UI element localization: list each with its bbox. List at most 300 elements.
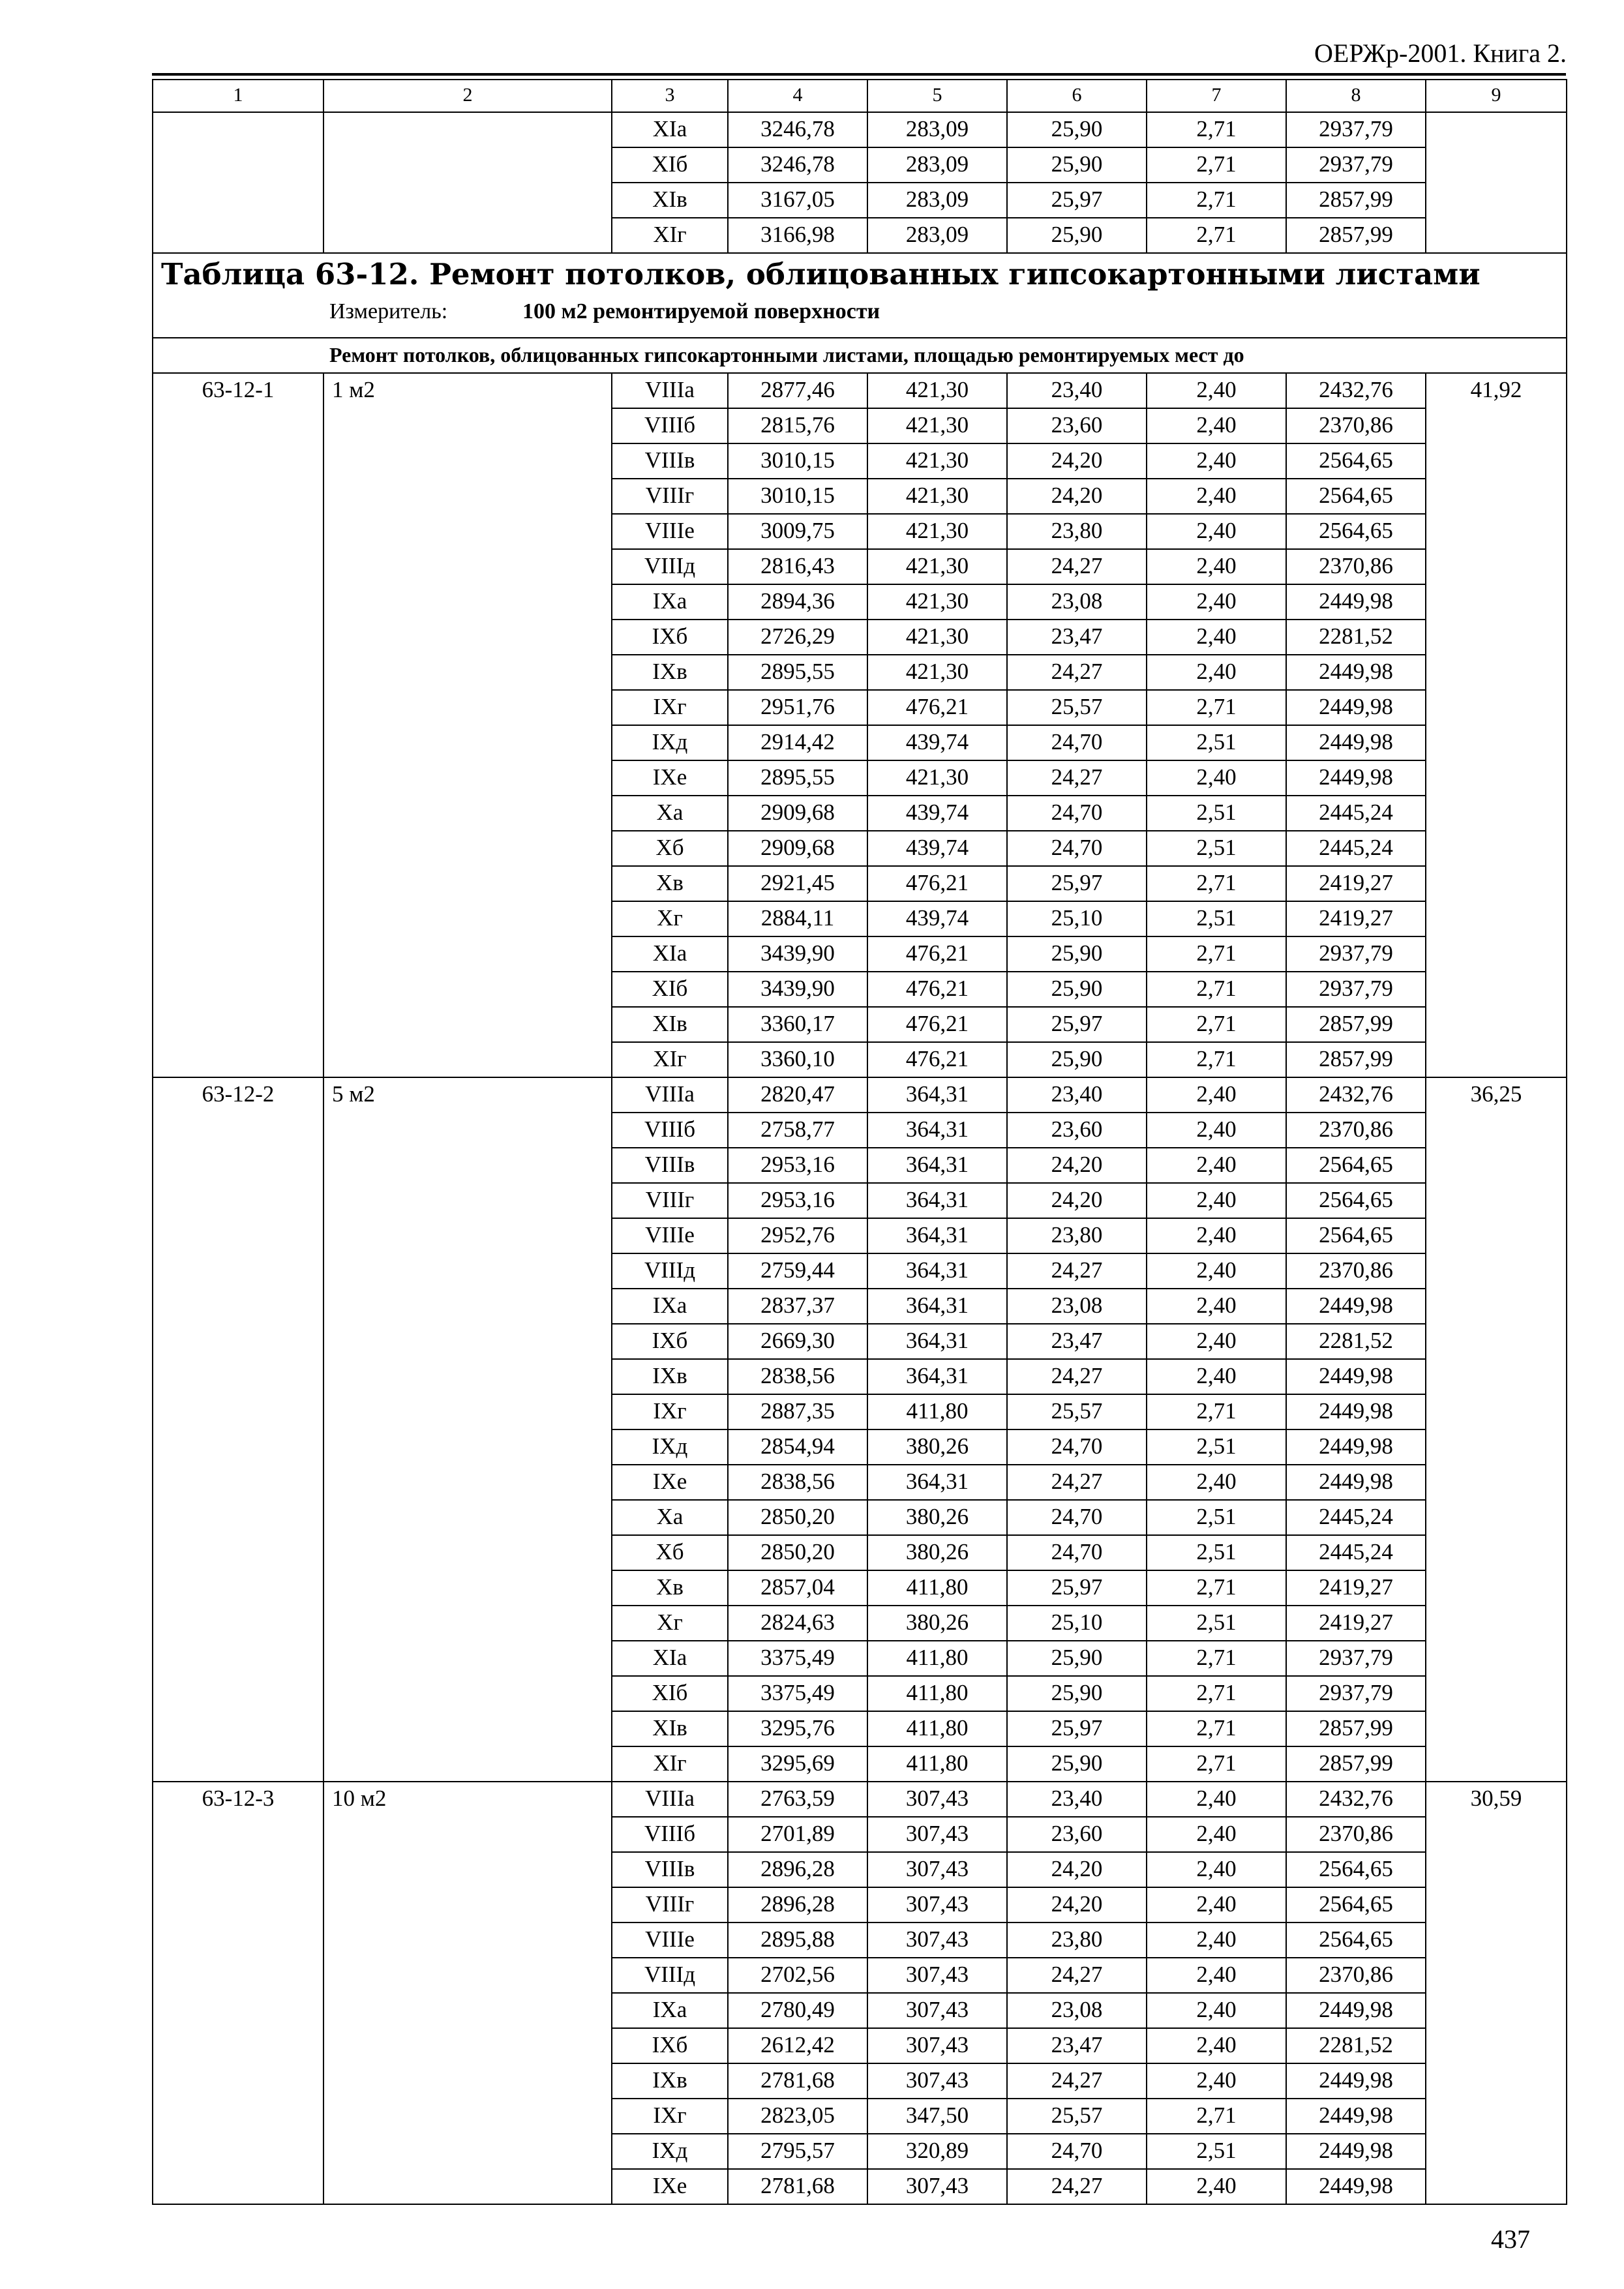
materials-cost-cell: 2857,99	[1286, 1042, 1426, 1077]
column-number-cell: 2	[323, 80, 612, 112]
driver-wage-cell: 2,40	[1147, 1218, 1286, 1253]
labor-cost-cell: 421,30	[867, 620, 1007, 655]
total-cost-cell: 2887,35	[728, 1394, 867, 1429]
labor-cost-cell: 439,74	[867, 831, 1007, 866]
region-cell: IXд	[612, 1429, 728, 1465]
machine-cost-cell: 25,90	[1007, 972, 1147, 1007]
machine-cost-cell: 25,90	[1007, 218, 1147, 253]
total-cost-cell: 2850,20	[728, 1535, 867, 1570]
materials-cost-cell: 2449,98	[1286, 2134, 1426, 2169]
labor-cost-cell: 307,43	[867, 1817, 1007, 1852]
table-row	[153, 373, 1567, 408]
region-cell: VIIIд	[612, 1253, 728, 1289]
machine-cost-cell: 24,20	[1007, 479, 1147, 514]
total-cost-cell: 2781,68	[728, 2169, 867, 2204]
machine-cost-cell: 25,57	[1007, 2099, 1147, 2134]
machine-cost-cell: 25,90	[1007, 112, 1147, 147]
materials-cost-cell: 2564,65	[1286, 479, 1426, 514]
labor-cost-cell: 421,30	[867, 479, 1007, 514]
driver-wage-cell: 2,71	[1147, 1570, 1286, 1606]
materials-cost-cell: 2857,99	[1286, 1711, 1426, 1746]
machine-cost-cell: 25,57	[1007, 690, 1147, 725]
driver-wage-cell: 2,71	[1147, 1676, 1286, 1711]
machine-cost-cell: 25,97	[1007, 866, 1147, 901]
materials-cost-cell: 2564,65	[1286, 1148, 1426, 1183]
labor-cost-cell: 307,43	[867, 2063, 1007, 2099]
total-cost-cell: 2952,76	[728, 1218, 867, 1253]
materials-cost-cell: 2937,79	[1286, 112, 1426, 147]
machine-cost-cell: 25,90	[1007, 1676, 1147, 1711]
table-subtitle-row	[153, 338, 1567, 373]
materials-cost-cell: 2449,98	[1286, 1289, 1426, 1324]
machine-cost-cell: 24,20	[1007, 1183, 1147, 1218]
machine-cost-cell: 25,90	[1007, 1042, 1147, 1077]
total-cost-cell: 3439,90	[728, 972, 867, 1007]
driver-wage-cell: 2,71	[1147, 690, 1286, 725]
materials-cost-cell: 2857,99	[1286, 1007, 1426, 1042]
machine-cost-cell: 24,20	[1007, 1887, 1147, 1922]
region-cell: IXб	[612, 2028, 728, 2063]
materials-cost-cell: 2564,65	[1286, 1183, 1426, 1218]
machine-cost-cell: 23,40	[1007, 1077, 1147, 1113]
driver-wage-cell: 2,71	[1147, 1007, 1286, 1042]
total-cost-cell: 2837,37	[728, 1289, 867, 1324]
region-cell: XIб	[612, 147, 728, 183]
total-cost-cell: 2951,76	[728, 690, 867, 725]
materials-cost-cell: 2564,65	[1286, 1887, 1426, 1922]
name-cell	[323, 112, 612, 253]
driver-wage-cell: 2,71	[1147, 1711, 1286, 1746]
region-cell: XIа	[612, 936, 728, 972]
labor-cost-cell: 307,43	[867, 1922, 1007, 1958]
driver-wage-cell: 2,40	[1147, 443, 1286, 479]
labor-cost-cell: 364,31	[867, 1148, 1007, 1183]
labor-cost-cell: 421,30	[867, 655, 1007, 690]
total-cost-cell: 3010,15	[728, 443, 867, 479]
machine-cost-cell: 23,08	[1007, 1993, 1147, 2028]
table-row	[153, 112, 1567, 147]
materials-cost-cell: 2370,86	[1286, 1958, 1426, 1993]
materials-cost-cell: 2419,27	[1286, 1606, 1426, 1641]
materials-cost-cell: 2449,98	[1286, 655, 1426, 690]
machine-cost-cell: 24,27	[1007, 1465, 1147, 1500]
name-cell: 1 м2	[323, 373, 612, 1077]
materials-cost-cell: 2564,65	[1286, 1852, 1426, 1887]
labor-cost-cell: 380,26	[867, 1606, 1007, 1641]
labor-cost-cell: 421,30	[867, 514, 1007, 549]
total-cost-cell: 2726,29	[728, 620, 867, 655]
materials-cost-cell: 2370,86	[1286, 549, 1426, 584]
materials-cost-cell: 2449,98	[1286, 2099, 1426, 2134]
total-cost-cell: 2780,49	[728, 1993, 867, 2028]
labor-cost-cell: 411,80	[867, 1394, 1007, 1429]
labor-cost-cell: 439,74	[867, 725, 1007, 760]
materials-cost-cell: 2370,86	[1286, 1113, 1426, 1148]
driver-wage-cell: 2,71	[1147, 2099, 1286, 2134]
column-number-cell: 6	[1007, 80, 1147, 112]
labor-cost-cell: 476,21	[867, 1042, 1007, 1077]
labor-cost-cell: 364,31	[867, 1077, 1007, 1113]
materials-cost-cell: 2432,76	[1286, 1077, 1426, 1113]
machine-cost-cell: 25,90	[1007, 1641, 1147, 1676]
labor-cost-cell: 283,09	[867, 147, 1007, 183]
driver-wage-cell: 2,71	[1147, 1042, 1286, 1077]
machine-cost-cell: 23,60	[1007, 1113, 1147, 1148]
region-cell: VIIIг	[612, 1183, 728, 1218]
total-cost-cell: 3167,05	[728, 183, 867, 218]
machine-cost-cell: 24,27	[1007, 1958, 1147, 1993]
machine-cost-cell: 23,80	[1007, 1922, 1147, 1958]
materials-cost-cell: 2445,24	[1286, 1535, 1426, 1570]
machine-cost-cell: 23,08	[1007, 584, 1147, 620]
region-cell: XIв	[612, 183, 728, 218]
total-cost-cell: 3375,49	[728, 1641, 867, 1676]
driver-wage-cell: 2,40	[1147, 514, 1286, 549]
machine-cost-cell: 24,27	[1007, 760, 1147, 796]
total-cost-cell: 2895,55	[728, 655, 867, 690]
machine-cost-cell: 24,27	[1007, 655, 1147, 690]
driver-wage-cell: 2,71	[1147, 147, 1286, 183]
labor-cost-cell: 283,09	[867, 112, 1007, 147]
machine-cost-cell: 25,10	[1007, 901, 1147, 936]
materials-cost-cell: 2857,99	[1286, 1746, 1426, 1782]
region-cell: IXг	[612, 2099, 728, 2134]
machine-cost-cell: 23,80	[1007, 514, 1147, 549]
total-cost-cell: 2669,30	[728, 1324, 867, 1359]
materials-cost-cell: 2449,98	[1286, 725, 1426, 760]
labor-cost-cell: 421,30	[867, 408, 1007, 443]
total-cost-cell: 2702,56	[728, 1958, 867, 1993]
materials-cost-cell: 2449,98	[1286, 1394, 1426, 1429]
region-cell: VIIIа	[612, 373, 728, 408]
machine-cost-cell: 25,90	[1007, 1746, 1147, 1782]
driver-wage-cell: 2,40	[1147, 1359, 1286, 1394]
driver-wage-cell: 2,40	[1147, 1289, 1286, 1324]
driver-wage-cell: 2,40	[1147, 549, 1286, 584]
machine-cost-cell: 25,57	[1007, 1394, 1147, 1429]
labor-cost-cell: 421,30	[867, 549, 1007, 584]
machine-cost-cell: 24,27	[1007, 2063, 1147, 2099]
machine-cost-cell: 25,10	[1007, 1606, 1147, 1641]
machine-cost-cell: 23,08	[1007, 1289, 1147, 1324]
labor-cost-cell: 364,31	[867, 1465, 1007, 1500]
driver-wage-cell: 2,71	[1147, 112, 1286, 147]
driver-wage-cell: 2,40	[1147, 1782, 1286, 1817]
rates-table	[152, 79, 1567, 2205]
materials-cost-cell: 2449,98	[1286, 2063, 1426, 2099]
total-cost-cell: 3360,10	[728, 1042, 867, 1077]
driver-wage-cell: 2,71	[1147, 936, 1286, 972]
materials-cost-cell: 2449,98	[1286, 1359, 1426, 1394]
name-cell: 5 м2	[323, 1077, 612, 1782]
total-cost-cell: 3246,78	[728, 147, 867, 183]
driver-wage-cell: 2,51	[1147, 1535, 1286, 1570]
labor-cost-cell: 411,80	[867, 1676, 1007, 1711]
materials-cost-cell: 2370,86	[1286, 1253, 1426, 1289]
region-cell: IXб	[612, 620, 728, 655]
total-cost-cell: 3246,78	[728, 112, 867, 147]
labor-cost-cell: 476,21	[867, 1007, 1007, 1042]
materials-cost-cell: 2564,65	[1286, 1218, 1426, 1253]
labor-cost-cell: 364,31	[867, 1359, 1007, 1394]
driver-wage-cell: 2,40	[1147, 1183, 1286, 1218]
materials-cost-cell: 2857,99	[1286, 183, 1426, 218]
total-cost-cell: 2820,47	[728, 1077, 867, 1113]
total-cost-cell: 2795,57	[728, 2134, 867, 2169]
materials-cost-cell: 2281,52	[1286, 2028, 1426, 2063]
region-cell: Xг	[612, 901, 728, 936]
total-cost-cell: 2823,05	[728, 2099, 867, 2134]
machine-cost-cell: 24,27	[1007, 2169, 1147, 2204]
labor-cost-cell: 283,09	[867, 183, 1007, 218]
materials-cost-cell: 2445,24	[1286, 831, 1426, 866]
total-cost-cell: 2838,56	[728, 1359, 867, 1394]
materials-cost-cell: 2937,79	[1286, 936, 1426, 972]
machine-cost-cell: 25,97	[1007, 1711, 1147, 1746]
driver-wage-cell: 2,71	[1147, 866, 1286, 901]
machine-cost-cell: 25,90	[1007, 147, 1147, 183]
document-header-title: ОЕРЖр-2001. Книга 2.	[1314, 38, 1567, 68]
machine-cost-cell: 23,47	[1007, 620, 1147, 655]
materials-cost-cell: 2937,79	[1286, 1676, 1426, 1711]
total-cost-cell: 2884,11	[728, 901, 867, 936]
column-number-cell: 7	[1147, 80, 1286, 112]
region-cell: XIа	[612, 112, 728, 147]
machine-cost-cell: 25,90	[1007, 936, 1147, 972]
materials-cost-cell: 2449,98	[1286, 690, 1426, 725]
materials-cost-cell: 2370,86	[1286, 1817, 1426, 1852]
region-cell: XIв	[612, 1007, 728, 1042]
labor-cost-cell: 476,21	[867, 972, 1007, 1007]
region-cell: IXд	[612, 725, 728, 760]
machine-cost-cell: 24,20	[1007, 1148, 1147, 1183]
labor-cost-cell: 439,74	[867, 796, 1007, 831]
column-number-cell: 1	[153, 80, 323, 112]
region-cell: IXе	[612, 1465, 728, 1500]
driver-wage-cell: 2,40	[1147, 1113, 1286, 1148]
total-cost-cell: 3375,49	[728, 1676, 867, 1711]
region-cell: IXб	[612, 1324, 728, 1359]
labor-cost-cell: 307,43	[867, 1887, 1007, 1922]
table-subtitle: Ремонт потолков, облицованных гипсокартонными листами, площадью ремонтируемых мест до	[153, 338, 1567, 373]
materials-cost-cell: 2857,99	[1286, 218, 1426, 253]
machine-cost-cell: 24,70	[1007, 796, 1147, 831]
total-cost-cell: 2612,42	[728, 2028, 867, 2063]
driver-wage-cell: 2,71	[1147, 1641, 1286, 1676]
region-cell: IXг	[612, 1394, 728, 1429]
total-cost-cell: 2763,59	[728, 1782, 867, 1817]
materials-cost-cell: 2281,52	[1286, 1324, 1426, 1359]
region-cell: IXг	[612, 690, 728, 725]
measurer-line	[161, 295, 1566, 328]
materials-cost-cell: 2937,79	[1286, 147, 1426, 183]
driver-wage-cell: 2,71	[1147, 1394, 1286, 1429]
machine-cost-cell: 25,97	[1007, 1007, 1147, 1042]
labor-hours-cell	[1426, 112, 1567, 253]
driver-wage-cell: 2,40	[1147, 1148, 1286, 1183]
total-cost-cell: 2896,28	[728, 1852, 867, 1887]
region-cell: IXа	[612, 1993, 728, 2028]
driver-wage-cell: 2,40	[1147, 1077, 1286, 1113]
region-cell: VIIIг	[612, 1887, 728, 1922]
driver-wage-cell: 2,51	[1147, 901, 1286, 936]
total-cost-cell: 2909,68	[728, 831, 867, 866]
labor-cost-cell: 307,43	[867, 2169, 1007, 2204]
materials-cost-cell: 2419,27	[1286, 901, 1426, 936]
labor-cost-cell: 380,26	[867, 1500, 1007, 1535]
total-cost-cell: 2914,42	[728, 725, 867, 760]
materials-cost-cell: 2564,65	[1286, 443, 1426, 479]
labor-cost-cell: 439,74	[867, 901, 1007, 936]
labor-cost-cell: 364,31	[867, 1113, 1007, 1148]
region-cell: Xв	[612, 866, 728, 901]
labor-cost-cell: 380,26	[867, 1535, 1007, 1570]
region-cell: IXв	[612, 1359, 728, 1394]
machine-cost-cell: 24,70	[1007, 1429, 1147, 1465]
labor-cost-cell: 283,09	[867, 218, 1007, 253]
total-cost-cell: 2838,56	[728, 1465, 867, 1500]
labor-hours-cell: 36,25	[1426, 1077, 1567, 1782]
materials-cost-cell: 2419,27	[1286, 866, 1426, 901]
driver-wage-cell: 2,51	[1147, 725, 1286, 760]
region-cell: IXа	[612, 584, 728, 620]
machine-cost-cell: 24,27	[1007, 1253, 1147, 1289]
region-cell: XIг	[612, 1746, 728, 1782]
machine-cost-cell: 23,40	[1007, 373, 1147, 408]
driver-wage-cell: 2,51	[1147, 831, 1286, 866]
labor-cost-cell: 307,43	[867, 1782, 1007, 1817]
column-number-cell: 9	[1426, 80, 1567, 112]
driver-wage-cell: 2,40	[1147, 1324, 1286, 1359]
total-cost-cell: 2953,16	[728, 1183, 867, 1218]
region-cell: IXд	[612, 2134, 728, 2169]
driver-wage-cell: 2,51	[1147, 1500, 1286, 1535]
materials-cost-cell: 2937,79	[1286, 972, 1426, 1007]
materials-cost-cell: 2445,24	[1286, 1500, 1426, 1535]
labor-cost-cell: 307,43	[867, 1958, 1007, 1993]
region-cell: VIIIб	[612, 408, 728, 443]
machine-cost-cell: 24,27	[1007, 549, 1147, 584]
labor-cost-cell: 411,80	[867, 1711, 1007, 1746]
region-cell: XIб	[612, 972, 728, 1007]
table-row	[153, 1782, 1567, 1817]
labor-cost-cell: 347,50	[867, 2099, 1007, 2134]
driver-wage-cell: 2,40	[1147, 479, 1286, 514]
total-cost-cell: 2824,63	[728, 1606, 867, 1641]
machine-cost-cell: 24,70	[1007, 2134, 1147, 2169]
labor-cost-cell: 476,21	[867, 690, 1007, 725]
region-cell: VIIIа	[612, 1077, 728, 1113]
machine-cost-cell: 25,97	[1007, 183, 1147, 218]
driver-wage-cell: 2,71	[1147, 218, 1286, 253]
labor-cost-cell: 364,31	[867, 1218, 1007, 1253]
materials-cost-cell: 2445,24	[1286, 796, 1426, 831]
driver-wage-cell: 2,40	[1147, 1465, 1286, 1500]
materials-cost-cell: 2449,98	[1286, 584, 1426, 620]
total-cost-cell: 3295,76	[728, 1711, 867, 1746]
table-row	[153, 1077, 1567, 1113]
total-cost-cell: 2815,76	[728, 408, 867, 443]
column-number-row	[153, 80, 1567, 112]
column-number-cell: 5	[867, 80, 1007, 112]
region-cell: IXв	[612, 655, 728, 690]
labor-cost-cell: 307,43	[867, 1852, 1007, 1887]
column-number-cell: 4	[728, 80, 867, 112]
materials-cost-cell: 2281,52	[1286, 620, 1426, 655]
labor-cost-cell: 380,26	[867, 1429, 1007, 1465]
labor-cost-cell: 411,80	[867, 1570, 1007, 1606]
total-cost-cell: 2877,46	[728, 373, 867, 408]
region-cell: Xг	[612, 1606, 728, 1641]
region-cell: VIIIб	[612, 1113, 728, 1148]
region-cell: Xб	[612, 831, 728, 866]
name-cell: 10 м2	[323, 1782, 612, 2204]
region-cell: XIб	[612, 1676, 728, 1711]
region-cell: IXе	[612, 2169, 728, 2204]
total-cost-cell: 2895,55	[728, 760, 867, 796]
machine-cost-cell: 24,70	[1007, 831, 1147, 866]
region-cell: VIIIд	[612, 549, 728, 584]
machine-cost-cell: 24,27	[1007, 1359, 1147, 1394]
machine-cost-cell: 23,47	[1007, 2028, 1147, 2063]
total-cost-cell: 2758,77	[728, 1113, 867, 1148]
machine-cost-cell: 23,60	[1007, 1817, 1147, 1852]
driver-wage-cell: 2,40	[1147, 584, 1286, 620]
driver-wage-cell: 2,40	[1147, 2028, 1286, 2063]
region-cell: VIIIа	[612, 1782, 728, 1817]
driver-wage-cell: 2,40	[1147, 1253, 1286, 1289]
total-cost-cell: 2921,45	[728, 866, 867, 901]
labor-cost-cell: 307,43	[867, 1993, 1007, 2028]
region-cell: VIIIв	[612, 1148, 728, 1183]
driver-wage-cell: 2,40	[1147, 408, 1286, 443]
measurer-label: Измеритель:	[329, 299, 448, 323]
materials-cost-cell: 2432,76	[1286, 1782, 1426, 1817]
total-cost-cell: 2896,28	[728, 1887, 867, 1922]
total-cost-cell: 2953,16	[728, 1148, 867, 1183]
region-cell: Xа	[612, 796, 728, 831]
machine-cost-cell: 23,40	[1007, 1782, 1147, 1817]
region-cell: VIIIе	[612, 1922, 728, 1958]
total-cost-cell: 2909,68	[728, 796, 867, 831]
labor-hours-cell: 41,92	[1426, 373, 1567, 1077]
machine-cost-cell: 24,20	[1007, 1852, 1147, 1887]
driver-wage-cell: 2,51	[1147, 2134, 1286, 2169]
driver-wage-cell: 2,40	[1147, 620, 1286, 655]
total-cost-cell: 2850,20	[728, 1500, 867, 1535]
total-cost-cell: 3360,17	[728, 1007, 867, 1042]
driver-wage-cell: 2,40	[1147, 2169, 1286, 2204]
region-cell: IXа	[612, 1289, 728, 1324]
materials-cost-cell: 2432,76	[1286, 373, 1426, 408]
driver-wage-cell: 2,40	[1147, 1852, 1286, 1887]
region-cell: VIIIв	[612, 1852, 728, 1887]
machine-cost-cell: 25,97	[1007, 1570, 1147, 1606]
machine-cost-cell: 24,70	[1007, 1535, 1147, 1570]
driver-wage-cell: 2,40	[1147, 373, 1286, 408]
labor-cost-cell: 307,43	[867, 2028, 1007, 2063]
machine-cost-cell: 23,80	[1007, 1218, 1147, 1253]
total-cost-cell: 2894,36	[728, 584, 867, 620]
column-number-cell: 8	[1286, 80, 1426, 112]
total-cost-cell: 2781,68	[728, 2063, 867, 2099]
total-cost-cell: 2701,89	[728, 1817, 867, 1852]
machine-cost-cell: 24,70	[1007, 1500, 1147, 1535]
materials-cost-cell: 2419,27	[1286, 1570, 1426, 1606]
region-cell: VIIIе	[612, 1218, 728, 1253]
driver-wage-cell: 2,71	[1147, 183, 1286, 218]
total-cost-cell: 2857,04	[728, 1570, 867, 1606]
